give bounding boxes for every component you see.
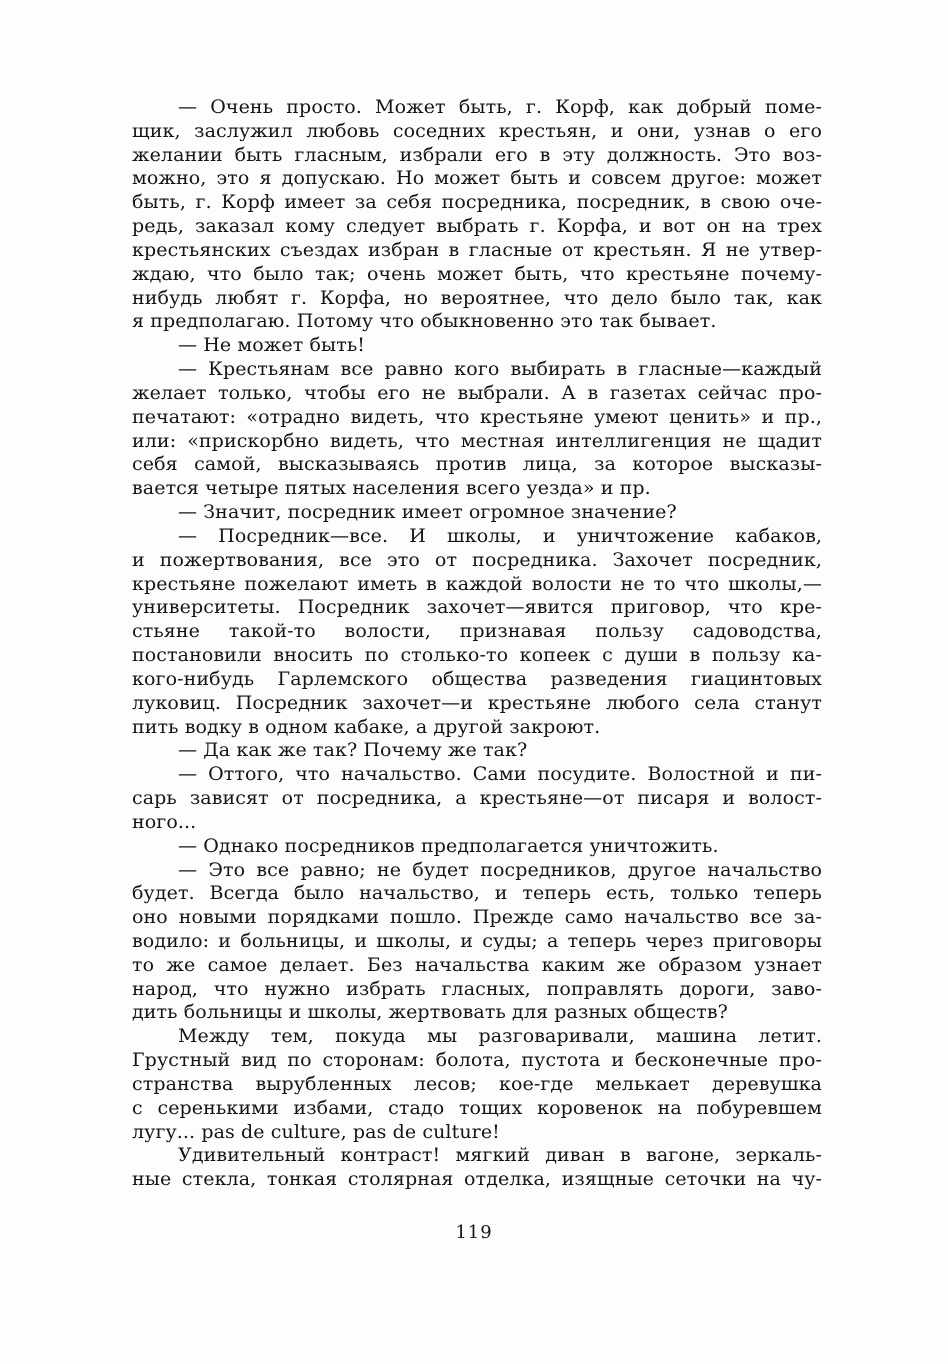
text-line: — Посредник—все. И школы, и уничтожение кабаков, bbox=[178, 524, 822, 547]
text-line: крестьяне пожелают иметь в каждой волости не то что школы,— bbox=[132, 572, 822, 595]
text-line: ные стекла, тонкая столярная отделка, изящные сеточки на чу- bbox=[132, 1168, 822, 1191]
text-line: будет. Всегда было начальство, и теперь есть, только теперь bbox=[132, 882, 822, 905]
text-line: желании быть гласным, избрали его в эту должность. Это воз- bbox=[132, 143, 822, 166]
text-line: народ, что нужно избрать гласных, поправлять дороги, заво- bbox=[132, 977, 822, 1000]
text-line: крестьянских съездах избран в гласные от крестьян. Я не утвер- bbox=[132, 238, 822, 261]
text-line: водило: и больницы, и школы, и суды; а теперь через приговоры bbox=[132, 929, 822, 952]
text-line: — Однако посредников предполагается уничтожить. bbox=[178, 834, 719, 857]
text-line: ного... bbox=[132, 810, 197, 833]
text-line: стьяне такой-то волости, признавая пользу садоводства, bbox=[132, 620, 822, 643]
text-line: — Не может быть! bbox=[178, 334, 366, 357]
text-line: и пожертвования, все это от посредника. Захочет посредник, bbox=[132, 548, 822, 571]
text-line: пить водку в одном кабаке, а другой закроют. bbox=[132, 715, 601, 738]
text-line: с серенькими избами, стадо тощих коровенок на побуревшем bbox=[132, 1096, 822, 1119]
text-line: быть, г. Корф имеет за себя посредника, посредник, в свою оче- bbox=[132, 191, 822, 214]
text-line: себя самой, высказываясь против лица, за которое высказы- bbox=[132, 453, 822, 476]
body-text bbox=[132, 96, 822, 1192]
text-line: то же самое делает. Без начальства каким же образом узнает bbox=[132, 953, 822, 976]
text-line: вается четыре пятых населения всего уезда» и пр. bbox=[132, 477, 651, 500]
text-line: странства вырубленных лесов; кое-где мелькает деревушка bbox=[132, 1072, 822, 1095]
text-line: редь, заказал кому следует выбрать г. Корфа, и вот он на трех bbox=[132, 215, 822, 238]
text-line: кого-нибудь Гарлемского общества разведения гиацинтовых bbox=[132, 667, 822, 690]
text-line: — Это все равно; не будет посредников, другое начальство bbox=[178, 858, 822, 881]
text-line: луковиц. Посредник захочет—и крестьяне любого села станут bbox=[132, 691, 822, 714]
text-line: Грустный вид по сторонам: болота, пустота и бесконечные про- bbox=[132, 1049, 822, 1072]
text-line: — Крестьянам все равно кого выбирать в гласные—каждый bbox=[178, 358, 822, 381]
text-line: или: «прискорбно видеть, что местная интеллигенция не щадит bbox=[132, 429, 822, 452]
text-line: — Значит, посредник имеет огромное значение? bbox=[178, 501, 677, 524]
text-line: — Оттого, что начальство. Сами посудите. Волостной и пи- bbox=[178, 763, 822, 786]
text-line: ждаю, что было так; очень может быть, что крестьяне почему- bbox=[132, 262, 822, 285]
text-line: университеты. Посредник захочет—явится приговор, что кре- bbox=[132, 596, 822, 619]
text-line: можно, это я допускаю. Но может быть и совсем другое: может bbox=[132, 167, 822, 190]
text-line: — Очень просто. Может быть, г. Корф, как добрый поме- bbox=[178, 96, 822, 118]
text-line: нибудь любят г. Корфа, но вероятнее, что дело было так, как bbox=[132, 286, 822, 309]
text-line: щик, заслужил любовь соседних крестьян, и они, узнав о его bbox=[132, 119, 822, 142]
text-line: Удивительный контраст! мягкий диван в вагоне, зеркаль- bbox=[178, 1144, 822, 1167]
text-line: я предполагаю. Потому что обыкновенно это так бывает. bbox=[132, 310, 717, 333]
text-line: оно новыми порядками пошло. Прежде само начальство все за- bbox=[132, 906, 822, 929]
text-line: сарь зависят от посредника, а крестьяне—от писаря и волост- bbox=[132, 787, 822, 810]
text-line: Между тем, покуда мы разговаривали, машина летит. bbox=[178, 1025, 822, 1048]
text-line: постановили вносить по столько-то копеек с души в пользу ка- bbox=[132, 644, 822, 667]
text-line: — Да как же так? Почему же так? bbox=[178, 739, 528, 762]
text-line: лугу... pas de culture, pas de culture! bbox=[132, 1120, 500, 1143]
page-number: 119 bbox=[455, 1222, 493, 1243]
text-line: желает только, чтобы его не выбрали. А в газетах сейчас про- bbox=[132, 381, 822, 404]
text-line: печатают: «отрадно видеть, что крестьяне умеют ценить» и пр., bbox=[132, 405, 822, 428]
text-line: дить больницы и школы, жертвовать для разных обществ? bbox=[132, 1001, 728, 1024]
